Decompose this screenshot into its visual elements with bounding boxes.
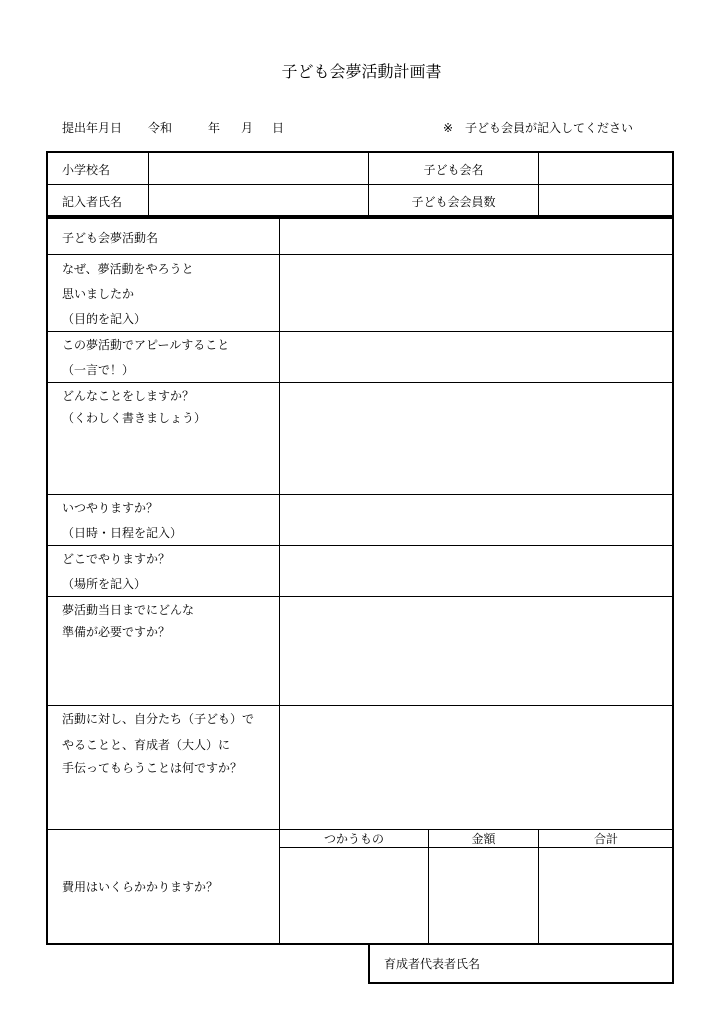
when-label-line1: いつやりますか？ — [62, 501, 159, 515]
divider — [47, 382, 673, 383]
why-label-line3: （目的を記入） — [62, 312, 147, 326]
role-label-line3: 手伝ってもらうことは何ですか？ — [62, 761, 243, 775]
appeal-label-line1: この夢活動でアピールすること — [62, 338, 230, 352]
where-field[interactable] — [281, 547, 672, 595]
divider — [47, 596, 673, 597]
prep-label-line2: 準備が必要ですか？ — [62, 625, 171, 639]
writer-name-field[interactable] — [150, 186, 366, 215]
members-count-label: 子ども会会員数 — [411, 195, 496, 209]
activity-name-label: 子ども会夢活動名 — [62, 231, 159, 245]
divider — [47, 331, 673, 332]
amount-column-header: 金額 — [471, 832, 496, 846]
what-label-line1: どんなことをしますか？ — [62, 389, 195, 403]
where-label-line2: （場所を記入） — [62, 577, 147, 591]
club-name-label: 子ども会名 — [423, 163, 484, 177]
when-label-line2: （日時・日程を記入） — [62, 526, 183, 540]
why-label-line1: なぜ、夢活動をやろうと — [62, 262, 194, 276]
era-label: 令和 — [148, 121, 173, 135]
divider — [538, 830, 539, 943]
items-column-header: つかうもの — [323, 832, 384, 846]
club-name-field[interactable] — [540, 153, 672, 183]
amount-field[interactable] — [430, 849, 537, 942]
appeal-label-line2: （一言で！） — [62, 363, 135, 377]
items-field[interactable] — [281, 849, 427, 942]
prep-field[interactable] — [281, 598, 672, 704]
role-field[interactable] — [281, 707, 672, 828]
representative-name-field[interactable] — [500, 945, 672, 982]
instruction-note: ※ 子ども会員が記入してください — [443, 121, 634, 135]
divider — [428, 830, 429, 943]
school-name-label: 小学校名 — [62, 163, 111, 177]
when-field[interactable] — [281, 496, 672, 544]
writer-name-label: 記入者氏名 — [62, 195, 123, 209]
divider — [47, 545, 673, 546]
day-label: 日 — [272, 121, 285, 135]
why-field[interactable] — [281, 256, 672, 330]
why-label-line2: 思いましたか — [62, 287, 135, 301]
appeal-field[interactable] — [281, 333, 672, 381]
divider — [538, 152, 539, 216]
total-column-header: 合計 — [593, 832, 618, 846]
year-label: 年 — [208, 121, 221, 135]
total-field[interactable] — [540, 849, 672, 942]
school-name-field[interactable] — [150, 153, 366, 183]
submit-date-label: 提出年月日 — [62, 121, 123, 135]
members-count-field[interactable] — [540, 186, 672, 215]
divider — [280, 847, 673, 848]
divider — [47, 494, 673, 495]
divider — [148, 152, 149, 216]
role-label-line1: 活動に対し、自分たち（子ども）で — [62, 712, 255, 726]
what-label-line2: （くわしく書きましょう） — [62, 411, 207, 425]
divider — [47, 184, 673, 185]
month-label: 月 — [241, 121, 254, 135]
divider — [47, 829, 673, 830]
cost-label: 費用はいくらかかりますか？ — [62, 880, 219, 894]
divider — [47, 254, 673, 255]
divider — [47, 705, 673, 706]
what-field[interactable] — [281, 384, 672, 493]
representative-name-label: 育成者代表者氏名 — [384, 957, 481, 971]
document-title: 子ども会夢活動計画書 — [281, 62, 442, 81]
prep-label-line1: 夢活動当日までにどんな — [62, 603, 195, 617]
activity-name-field[interactable] — [281, 219, 672, 253]
where-label-line1: どこでやりますか？ — [62, 552, 171, 566]
role-label-line2: やることと、育成者（大人）に — [62, 738, 231, 752]
